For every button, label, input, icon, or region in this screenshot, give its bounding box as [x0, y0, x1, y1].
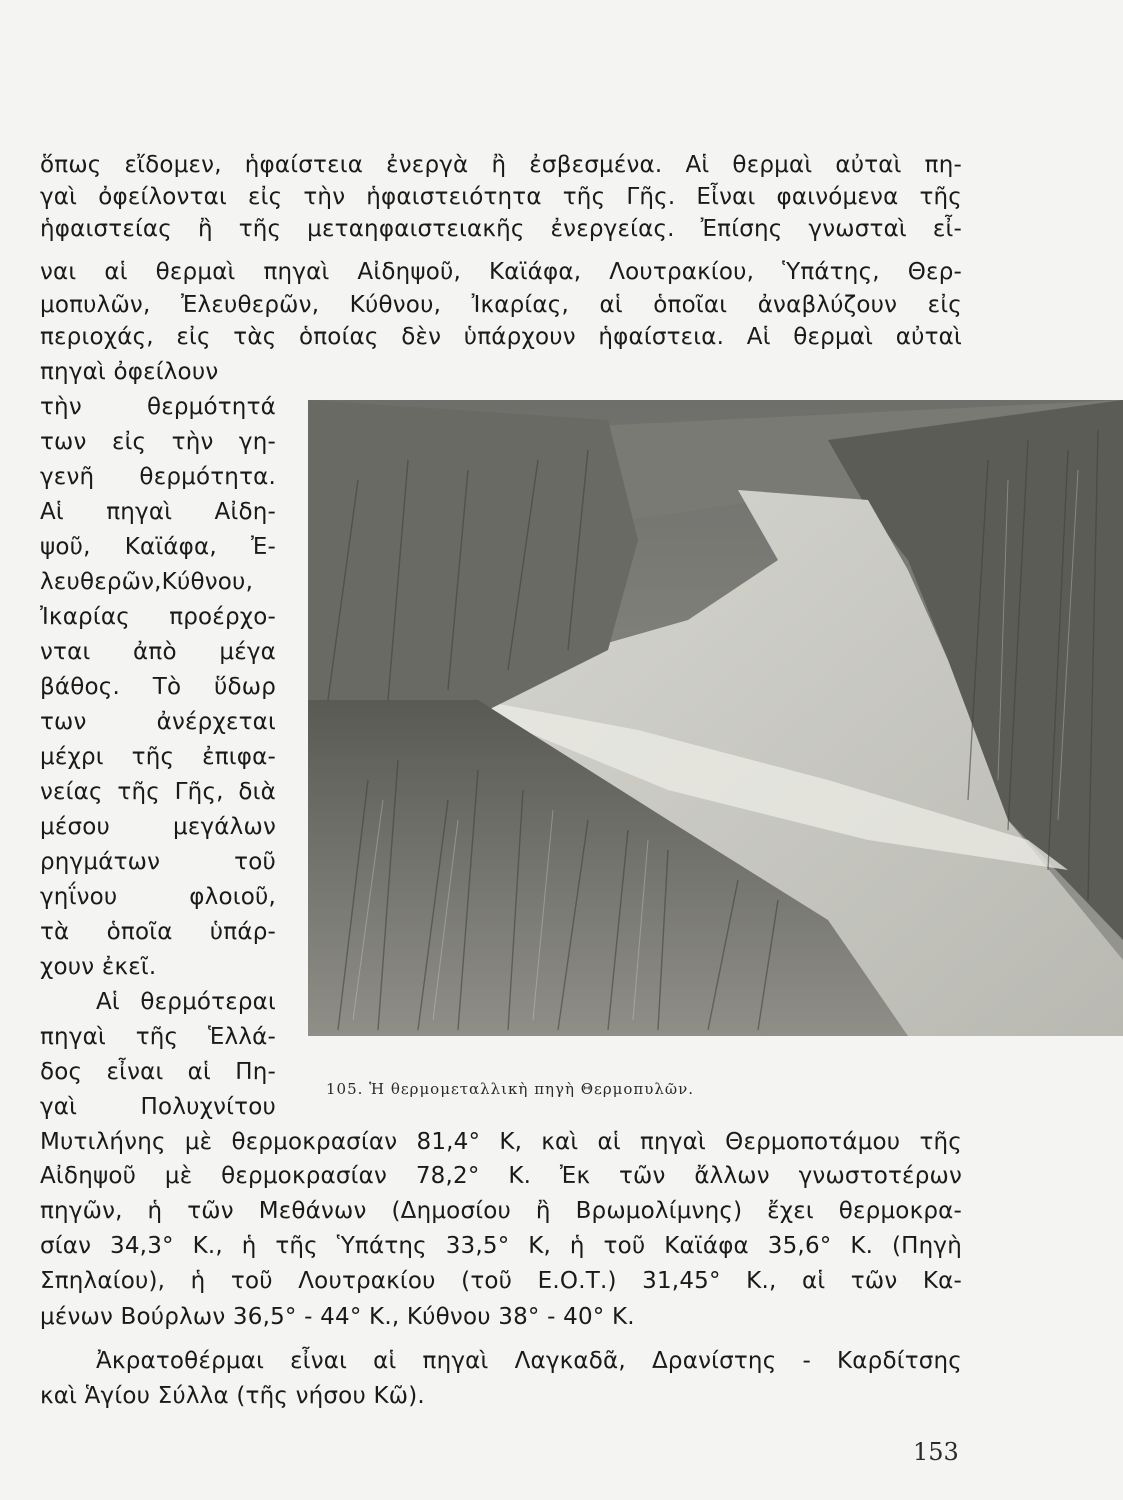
- text-line: μέσου μεγάλων: [40, 814, 276, 840]
- text-line: καὶ Ἁγίου Σύλλα (τῆς νήσου Κῶ).: [40, 1383, 425, 1409]
- text-line: γαὶ ὀφείλονται εἰς τὴν ἡφαιστειότητα τῆς Γῆς. Εἶναι φαινόμενα τῆς: [40, 184, 962, 210]
- page-number: 153: [913, 1438, 959, 1466]
- text-line: Αἱ θερμότεραι: [96, 989, 276, 1015]
- text-line: μέχρι τῆς ἐπιφα-: [40, 744, 276, 770]
- text-line: γενῆ θερμότητα.: [40, 464, 276, 490]
- figure-photo: [308, 400, 1123, 1036]
- text-line: πηγῶν, ἡ τῶν Μεθάνων (Δημοσίου ἢ Βρωμολίμνης) ἔχει θερμοκρα-: [40, 1198, 962, 1224]
- text-line: γαὶ Πολυχνίτου: [40, 1094, 276, 1120]
- thermal-spring-photo: [308, 400, 1123, 1036]
- text-line: νται ἀπὸ μέγα: [40, 639, 276, 665]
- text-line: των εἰς τὴν γη-: [40, 429, 276, 455]
- text-line: τὰ ὁποῖα ὑπάρ-: [40, 919, 276, 945]
- figure-caption: 105. Ἡ θερμομεταλλικὴ πηγὴ Θερμοπυλῶν.: [326, 1080, 695, 1098]
- text-line: γηΐνου φλοιοῦ,: [40, 884, 276, 910]
- text-line: πηγαὶ ὀφείλουν: [40, 359, 219, 385]
- text-line: δος εἶναι αἱ Πη-: [40, 1059, 276, 1085]
- text-line: Ἀκρατοθέρμαι εἶναι αἱ πηγαὶ Λαγκαδᾶ, Δρανίστης - Καρδίτσης: [96, 1348, 962, 1374]
- text-line: των ἀνέρχεται: [40, 709, 276, 735]
- text-line: πηγαὶ τῆς Ἑλλά-: [40, 1024, 276, 1050]
- text-line: ναι αἱ θερμαὶ πηγαὶ Αἰδηψοῦ, Καϊάφα, Λουτρακίου, Ὑπάτης, Θερ-: [40, 259, 962, 285]
- text-line: Μυτιλήνης μὲ θερμοκρασίαν 81,4° Κ, καὶ αἱ πηγαὶ Θερμοποτάμου τῆς: [40, 1129, 962, 1155]
- text-line: λευθερῶν,Κύθνου,: [40, 569, 254, 595]
- text-line: νείας τῆς Γῆς, διὰ: [40, 779, 276, 805]
- text-line: Αἰδηψοῦ μὲ θερμοκρασίαν 78,2° Κ. Ἐκ τῶν ἄλλων γνωστοτέρων: [40, 1163, 962, 1189]
- text-line: Αἱ πηγαὶ Αἰδη-: [40, 499, 276, 525]
- text-line: περιοχάς, εἰς τὰς ὁποίας δὲν ὑπάρχουν ἡφαίστεια. Αἱ θερμαὶ αὐταὶ: [40, 324, 962, 350]
- text-line: μένων Βούρλων 36,5° - 44° Κ., Κύθνου 38° - 40° Κ.: [40, 1304, 635, 1330]
- text-line: Σπηλαίου), ἡ τοῦ Λουτρακίου (τοῦ Ε.Ο.Τ.) 31,45° Κ., αἱ τῶν Κα-: [40, 1268, 962, 1294]
- text-line: ἡφαιστείας ἢ τῆς μεταηφαιστειακῆς ἐνεργείας. Ἐπίσης γνωσταὶ εἶ-: [40, 216, 962, 242]
- text-line: Ἰκαρίας προέρχο-: [40, 604, 276, 630]
- text-line: σίαν 34,3° Κ., ἡ τῆς Ὑπάτης 33,5° Κ, ἡ τοῦ Καϊάφα 35,6° Κ. (Πηγὴ: [40, 1233, 962, 1259]
- text-line: τὴν θερμότητά: [40, 394, 276, 420]
- text-line: ὅπως εἴδομεν, ἡφαίστεια ἐνεργὰ ἢ ἐσβεσμένα. Αἱ θερμαὶ αὐταὶ πη-: [40, 152, 962, 178]
- text-line: βάθος. Τὸ ὕδωρ: [40, 674, 276, 700]
- text-line: μοπυλῶν, Ἐλευθερῶν, Κύθνου, Ἰκαρίας, αἱ ὁποῖαι ἀναβλύζουν εἰς: [40, 292, 962, 318]
- text-line: χουν ἐκεῖ.: [40, 954, 157, 980]
- text-line: ρηγμάτων τοῦ: [40, 849, 276, 875]
- text-line: ψοῦ, Καϊάφα, Ἐ-: [40, 534, 276, 560]
